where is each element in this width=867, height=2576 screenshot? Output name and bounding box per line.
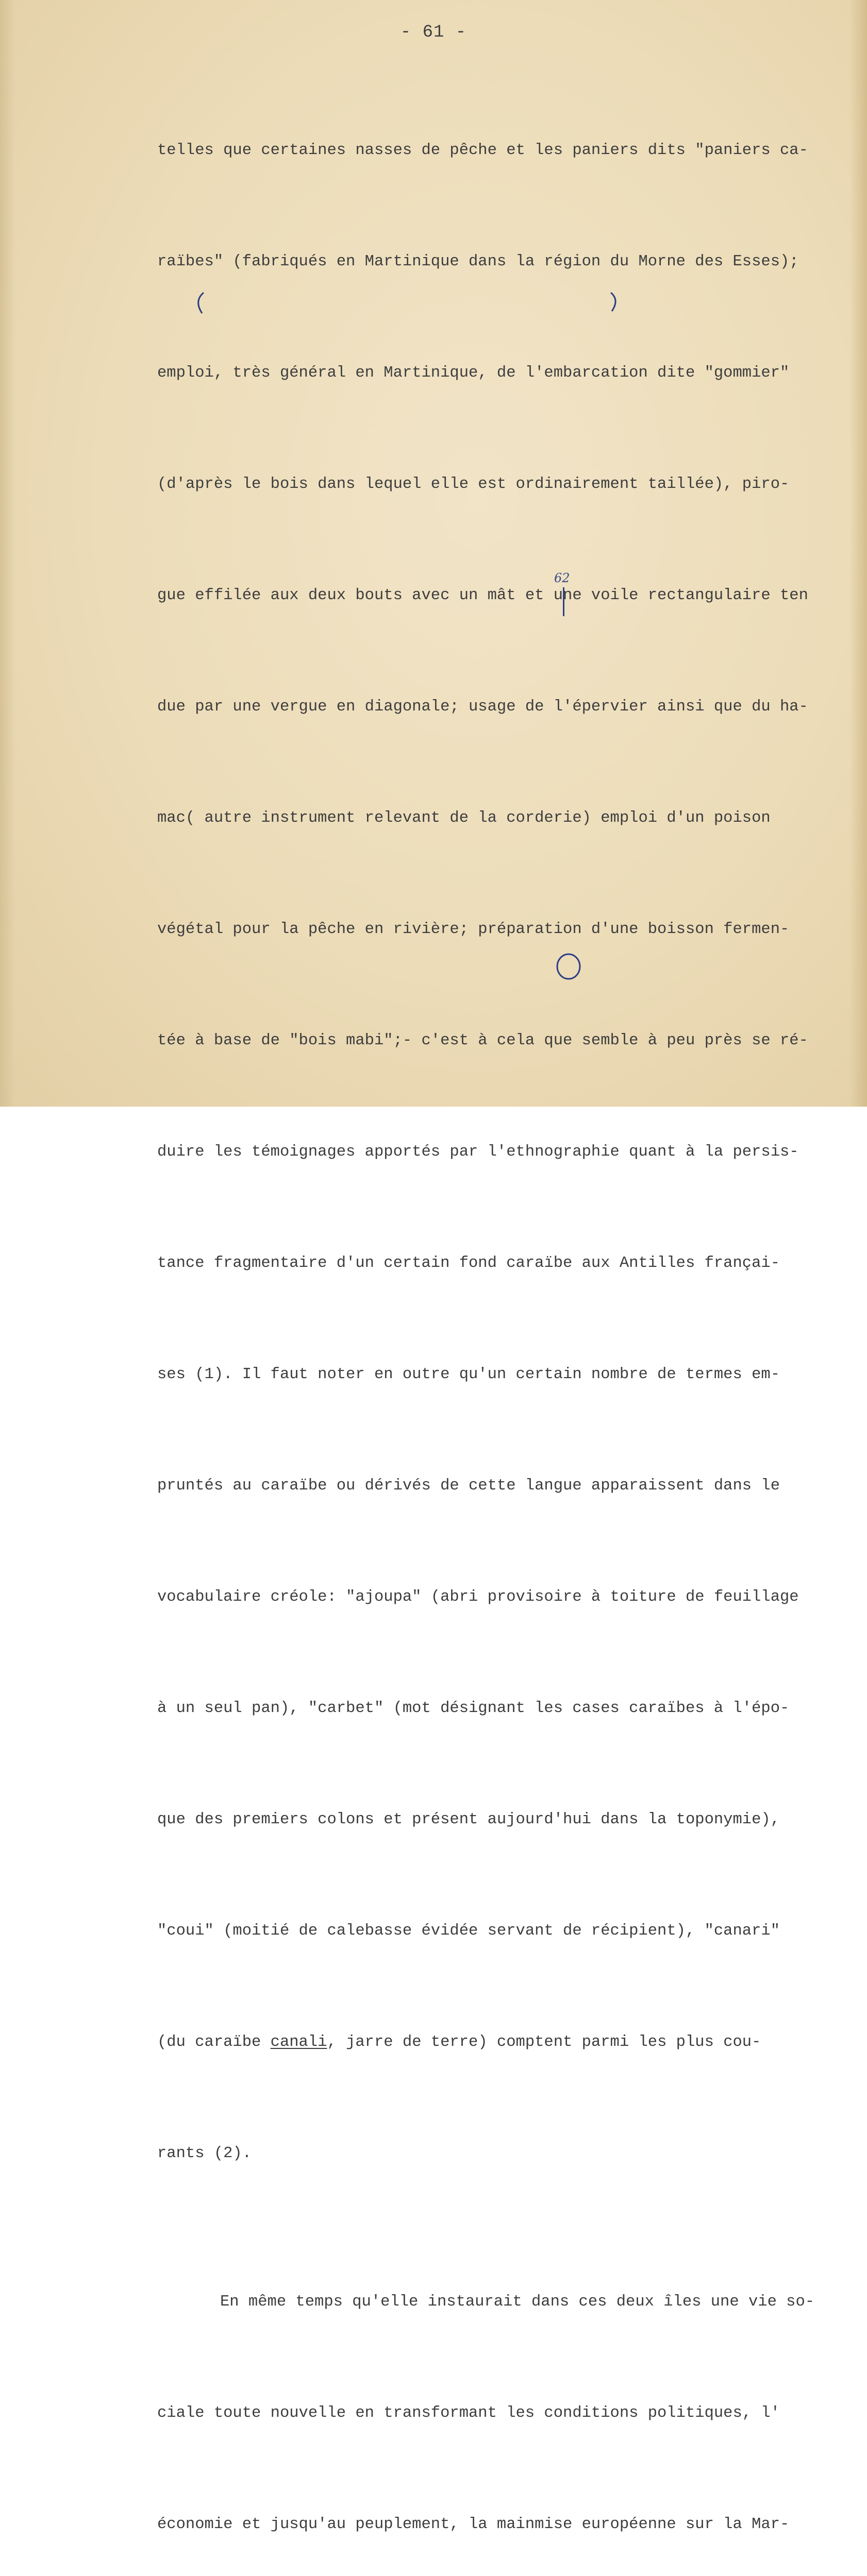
text-line-12: ses (1). Il faut noter en outre qu'un certain nombre de termes em- <box>157 1366 780 1383</box>
ink-bracket-mark <box>563 587 564 616</box>
text-line-9: tée à base de "bois mabi";- c'est à cela que semble à peu près se ré- <box>157 1032 808 1049</box>
page-shadow-right <box>849 0 867 1107</box>
text-line-14: vocabulaire créole: "ajoupa" (abri provisoire à toiture de feuillage <box>157 1588 799 1606</box>
text-line-13: pruntés au caraïbe ou dérivés de cette langue apparaissent dans le <box>157 1477 780 1495</box>
page-shadow-left <box>0 0 15 1107</box>
para2-line-2: ciale toute nouvelle en transformant les conditions politiques, l' <box>157 2404 780 2422</box>
para2-line-3: économie et jusqu'au peuplement, la mainmise européenne sur la Mar- <box>157 2516 790 2533</box>
canali-word: canali <box>270 2033 327 2051</box>
text-line-8: végétal pour la pêche en rivière; préparation d'une boisson fermen- <box>157 921 790 938</box>
text-line-1: telles que certaines nasses de pêche et les paniers dits "paniers ca- <box>157 142 808 159</box>
text-line-15: à un seul pan), "carbet" (mot désignant les cases caraïbes à l'épo- <box>157 1700 790 1717</box>
text-line-16: que des premiers colons et présent aujourd'hui dans la toponymie), <box>157 1811 780 1828</box>
text-line-18 <box>157 2024 851 2061</box>
page-number: - 61 - <box>400 23 467 42</box>
canali-suffix: , jarre de terre) comptent parmi les plus cou- <box>327 2033 761 2051</box>
text-line-10: duire les témoignages apportés par l'ethnographie quant à la persis- <box>157 1143 799 1161</box>
body-text <box>157 58 851 2576</box>
margin-note-62: 62 <box>554 571 570 585</box>
text-line-7: mac( autre instrument relevant de la corderie) emploi d'un poison <box>157 809 771 827</box>
para2-line-1: En même temps qu'elle instaurait dans ces deux îles une vie so- <box>220 2293 815 2311</box>
text-line-3: emploi, très général en Martinique, de l'embarcation dite "gommier" <box>157 364 790 382</box>
text-line-6: due par une vergue en diagonale; usage de l'épervier ainsi que du ha- <box>157 698 808 716</box>
text-line-11: tance fragmentaire d'un certain fond caraïbe aux Antilles françai- <box>157 1255 780 1272</box>
text-line-17: "coui" (moitié de calebasse évidée servant de récipient), "canari" <box>157 1922 780 1940</box>
text-line-19: rants (2). <box>157 2145 252 2162</box>
canali-prefix: (du caraïbe <box>157 2033 271 2051</box>
text-line-2: raïbes" (fabriqués en Martinique dans la région du Morne des Esses); <box>157 253 799 270</box>
text-line-5: gue effilée aux deux bouts avec un mât et une voile rectangulaire ten <box>157 587 808 604</box>
text-line-4: (d'après le bois dans lequel elle est ordinairement taillée), piro- <box>157 476 790 493</box>
